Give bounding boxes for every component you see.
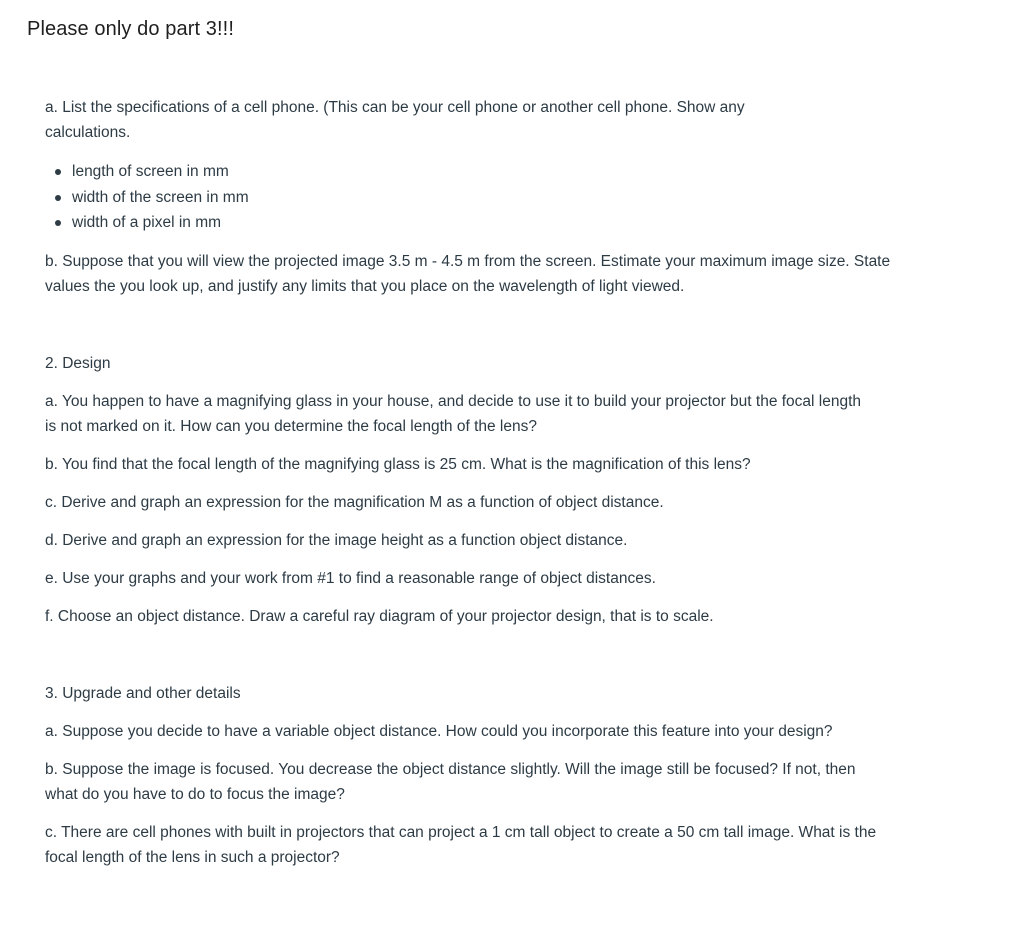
part1-question-b: b. Suppose that you will view the projected image 3.5 m - 4.5 m from the screen. Estimate your maximum image size. State values the you look up, and justify any limits that you place on the wavelength of light viewed. bbox=[45, 252, 891, 295]
part2-title: 2. Design bbox=[45, 354, 111, 372]
spec-item-pixel-width: width of a pixel in mm bbox=[72, 210, 915, 236]
part2-question-b: b. You find that the focal length of the magnifying glass is 25 cm. What is the magnification of this lens? bbox=[45, 455, 751, 473]
assignment-body bbox=[45, 95, 915, 870]
part3-question-a: a. Suppose you decide to have a variable object distance. How could you incorporate this feature into your design? bbox=[45, 722, 833, 740]
spec-item-width: width of the screen in mm bbox=[72, 185, 915, 211]
part2-question-d: d. Derive and graph an expression for the image height as a function object distance. bbox=[45, 531, 628, 549]
part3-question-b: b. Suppose the image is focused. You decrease the object distance slightly. Will the image still be focused? If not, then what do you have to do to focus the image? bbox=[45, 760, 856, 803]
part3-title: 3. Upgrade and other details bbox=[45, 684, 241, 702]
part2-question-a: a. You happen to have a magnifying glass in your house, and decide to use it to build your projector but the focal length is not marked on it. How can you determine the focal length of the lens? bbox=[45, 392, 862, 435]
part2-question-f: f. Choose an object distance. Draw a careful ray diagram of your projector design, that is to scale. bbox=[45, 607, 714, 625]
part3-question-c: c. There are cell phones with built in projectors that can project a 1 cm tall object to create a 50 cm tall image. What is the focal length of the lens in such a projector? bbox=[45, 823, 877, 866]
request-note: Please only do part 3!!! bbox=[27, 18, 234, 40]
phone-spec-list bbox=[45, 159, 915, 236]
part2-question-e: e. Use your graphs and your work from #1 to find a reasonable range of object distances. bbox=[45, 569, 656, 587]
part1-question-a: a. List the specifications of a cell phone. (This can be your cell phone or another cell phone. Show any calculations. bbox=[45, 99, 745, 141]
part2-question-c: c. Derive and graph an expression for the magnification M as a function of object distance. bbox=[45, 493, 664, 511]
spec-item-length: length of screen in mm bbox=[72, 159, 915, 185]
